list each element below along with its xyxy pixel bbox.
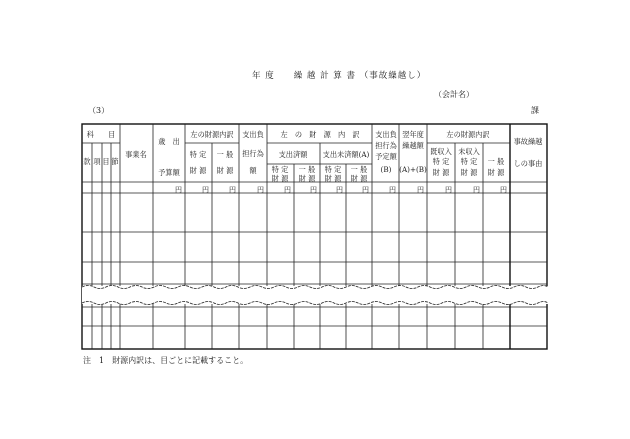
tokutei-1: 特 定 — [271, 165, 289, 174]
ab-label: (A)+(B) — [399, 165, 427, 174]
zaigen-4: 財 源 — [350, 174, 368, 183]
kurikoshi-label: 繰越額 — [402, 141, 424, 150]
kamoku-label: 科 目 — [86, 130, 116, 139]
yen-13: 円 — [500, 186, 507, 194]
ippan3-zaigen: 財 源 — [487, 168, 505, 177]
shishutsu-futan-label: 支出負 — [242, 130, 264, 139]
jigyo-label: 事業名 — [125, 150, 147, 159]
tokutei-label: 特 定 — [189, 150, 207, 159]
tokutei-2: 特 定 — [324, 165, 342, 174]
yotei3-label: 予定額 — [375, 152, 397, 161]
yen-10: 円 — [417, 186, 424, 194]
ippan3-label: 一 般 — [487, 157, 505, 166]
setsu-label: 節 — [111, 157, 119, 166]
zaigen-label: 財 源 — [189, 166, 207, 175]
kou-label: 項 — [93, 157, 101, 166]
yen-11: 円 — [445, 186, 452, 194]
mishuu-zaigen: 財 源 — [460, 168, 478, 177]
form-number: （3） — [88, 106, 110, 115]
kishuu-zaigen: 財 源 — [432, 168, 450, 177]
ippan-label: 一 般 — [216, 150, 234, 159]
yen-1: 円 — [175, 186, 182, 194]
kan-label: 款 — [83, 157, 91, 166]
yen-6: 円 — [310, 186, 317, 194]
yen-7: 円 — [336, 186, 343, 194]
jiko-label: 事故繰越 — [513, 137, 543, 146]
jiyu-label: しの事由 — [513, 159, 543, 168]
mishuu-tokutei: 特 定 — [460, 157, 478, 166]
footnote: 注 1 財源内訳は、目ごとに記載すること。 — [83, 356, 249, 365]
yen-5: 円 — [284, 186, 291, 194]
zaigen-2: 財 源 — [298, 174, 316, 183]
yen-2: 円 — [202, 186, 209, 194]
kishuu-label: 既収入 — [430, 147, 452, 156]
moku-label: 目 — [102, 157, 110, 166]
yotei2-label: 担行為 — [375, 141, 397, 150]
shishutsu-zumi-label: 支出済額 — [278, 150, 308, 159]
page-title: 年 度 繰 越 計 算 書 （事故繰越し） — [252, 71, 427, 81]
yen-12: 円 — [473, 186, 480, 194]
left-zaigen-label: 左の財源内訳 — [190, 130, 234, 139]
zaigen-3: 財 源 — [324, 174, 342, 183]
yotei-b-label: (B) — [380, 165, 392, 174]
left-zaigen-wide-label: 左 の 財 源 内 訳 — [280, 130, 360, 139]
ippan-1: 一 般 — [298, 165, 316, 174]
gaku-label: 額 — [249, 166, 257, 175]
kishuu-tokutei: 特 定 — [432, 157, 450, 166]
ippan-zaigen-label: 財 源 — [216, 166, 234, 175]
yotei-label: 支出負 — [375, 130, 397, 139]
yen-8: 円 — [362, 186, 369, 194]
yen-4: 円 — [257, 186, 264, 194]
left-zaigen3-label: 左の財源内訳 — [446, 130, 490, 139]
sai-label: 歳 出 — [158, 137, 180, 146]
yen-3: 円 — [229, 186, 236, 194]
shishutsu-mizumi-label: 支出未済額(A) — [322, 150, 370, 159]
section-label: 課 — [531, 106, 539, 115]
account-name: （会計名） — [434, 90, 474, 99]
yosangaku-label: 予算額 — [158, 168, 180, 177]
zaigen-1: 財 源 — [271, 174, 289, 183]
ippan-2: 一 般 — [350, 165, 368, 174]
mishuu-label: 未収入 — [458, 147, 480, 156]
tanko-gaku-label: 担行為 — [242, 149, 264, 158]
yokunendo-label: 翌年度 — [402, 130, 424, 139]
yen-9: 円 — [389, 186, 396, 194]
